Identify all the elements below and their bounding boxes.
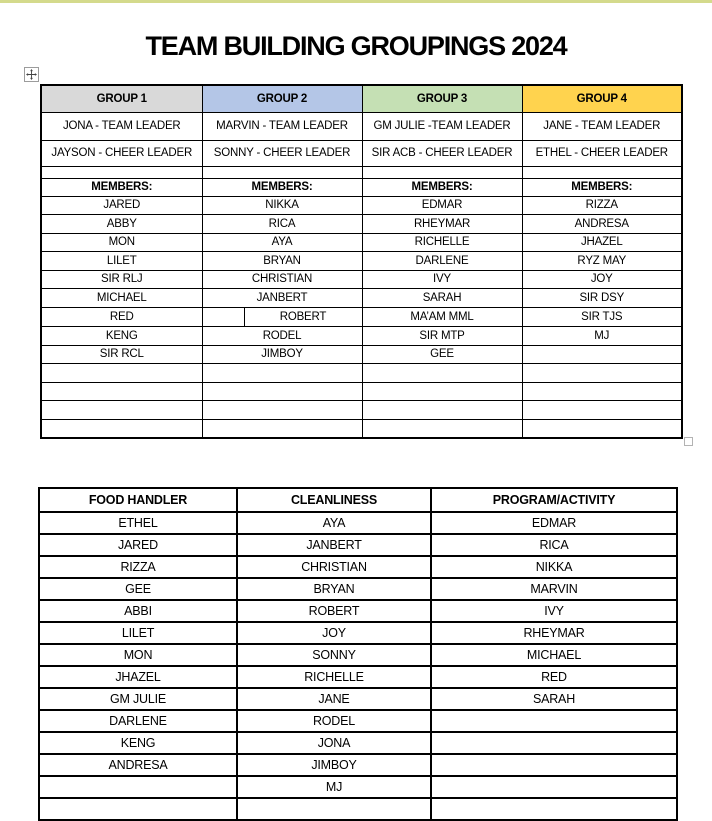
table-row	[39, 776, 677, 798]
member-cell[interactable]: JOY	[522, 270, 682, 289]
member-cell[interactable]: GEE	[362, 345, 522, 364]
members-label[interactable]: MEMBERS:	[362, 178, 522, 196]
blank-row	[41, 166, 682, 178]
committee-cell[interactable]: MARVIN	[431, 578, 677, 600]
member-cell[interactable]: EDMAR	[362, 196, 522, 215]
committee-cell[interactable]	[39, 798, 237, 820]
table-cell[interactable]	[202, 166, 362, 178]
members-label[interactable]: MEMBERS:	[522, 178, 682, 196]
committee-cell[interactable]: RIZZA	[39, 556, 237, 578]
member-cell[interactable]: IVY	[362, 270, 522, 289]
committee-cell[interactable]	[431, 776, 677, 798]
committee-cell[interactable]: JOY	[237, 622, 431, 644]
table-row	[39, 578, 677, 600]
members-label[interactable]: MEMBERS:	[202, 178, 362, 196]
table-row	[41, 233, 682, 252]
committee-cell[interactable]	[237, 798, 431, 820]
group-4-header[interactable]: GROUP 4	[522, 85, 682, 112]
committee-cell[interactable]: JIMBOY	[237, 754, 431, 776]
committee-cell[interactable]: ANDRESA	[39, 754, 237, 776]
committee-cell[interactable]	[431, 732, 677, 754]
member-cell[interactable]	[202, 364, 362, 383]
committee-cell[interactable]: DARLENE	[39, 710, 237, 732]
member-cell[interactable]	[202, 401, 362, 420]
committee-cell[interactable]: JANBERT	[237, 534, 431, 556]
cheer-leaders-row	[41, 140, 682, 166]
member-cell[interactable]	[362, 401, 522, 420]
member-cell[interactable]	[522, 419, 682, 438]
members-label-row	[41, 178, 682, 196]
member-cell-split[interactable]	[202, 307, 362, 327]
committee-cell[interactable]: MJ	[237, 776, 431, 798]
team-leader-cell[interactable]: JONA - TEAM LEADER	[41, 112, 202, 140]
cheer-leader-cell[interactable]: SONNY - CHEER LEADER	[202, 140, 362, 166]
member-cell[interactable]: ANDRESA	[522, 215, 682, 234]
table-row	[41, 289, 682, 308]
member-cell[interactable]: SARAH	[362, 289, 522, 308]
member-cell[interactable]: LILET	[41, 252, 202, 271]
member-cell[interactable]: MJ	[522, 327, 682, 346]
committee-cell[interactable]: GM JULIE	[39, 688, 237, 710]
member-cell[interactable]: KENG	[41, 327, 202, 346]
committee-cell[interactable]: GEE	[39, 578, 237, 600]
team-leader-cell[interactable]: MARVIN - TEAM LEADER	[202, 112, 362, 140]
member-cell[interactable]: SIR TJS	[522, 307, 682, 327]
table-row	[41, 196, 682, 215]
food-handler-header[interactable]: FOOD HANDLER	[39, 488, 237, 512]
committee-cell[interactable]: JANE	[237, 688, 431, 710]
groups-table	[40, 84, 683, 439]
split-empty-subcell[interactable]	[203, 308, 245, 327]
table-cell[interactable]	[522, 166, 682, 178]
committee-cell[interactable]: LILET	[39, 622, 237, 644]
committee-cell[interactable]: RODEL	[237, 710, 431, 732]
member-cell[interactable]	[202, 382, 362, 401]
table-row	[39, 732, 677, 754]
table-row	[39, 600, 677, 622]
committee-cell[interactable]: RICHELLE	[237, 666, 431, 688]
committee-cell[interactable]: KENG	[39, 732, 237, 754]
member-cell[interactable]: AYA	[202, 233, 362, 252]
table-row	[39, 798, 677, 820]
committee-cell[interactable]: SONNY	[237, 644, 431, 666]
member-cell[interactable]: RED	[41, 307, 202, 327]
table-row	[39, 688, 677, 710]
committee-cell[interactable]: RICA	[431, 534, 677, 556]
table-row	[39, 710, 677, 732]
member-cell[interactable]: MON	[41, 233, 202, 252]
table-row	[41, 252, 682, 271]
committee-cell[interactable]: RHEYMAR	[431, 622, 677, 644]
member-cell[interactable]: JANBERT	[202, 289, 362, 308]
member-cell[interactable]	[41, 382, 202, 401]
member-cell[interactable]	[202, 419, 362, 438]
committee-cell[interactable]: ROBERT	[237, 600, 431, 622]
member-cell[interactable]: JIMBOY	[202, 345, 362, 364]
member-cell[interactable]	[362, 419, 522, 438]
member-cell[interactable]: RHEYMAR	[362, 215, 522, 234]
member-cell[interactable]: JARED	[41, 196, 202, 215]
committee-cell[interactable]: MON	[39, 644, 237, 666]
program-activity-header[interactable]: PROGRAM/ACTIVITY	[431, 488, 677, 512]
member-cell[interactable]	[522, 345, 682, 364]
table-row	[39, 754, 677, 776]
member-cell[interactable]: MA’AM MML	[362, 307, 522, 327]
group-1-header[interactable]: GROUP 1	[41, 85, 202, 112]
table-resize-handle[interactable]	[684, 437, 693, 446]
member-cell[interactable]: SIR RCL	[41, 345, 202, 364]
members-label[interactable]: MEMBERS:	[41, 178, 202, 196]
committee-cell[interactable]: RED	[431, 666, 677, 688]
member-cell[interactable]: SIR MTP	[362, 327, 522, 346]
member-cell[interactable]: RIZZA	[522, 196, 682, 215]
member-cell[interactable]: SIR RLJ	[41, 270, 202, 289]
group-2-header[interactable]: GROUP 2	[202, 85, 362, 112]
table-row	[41, 419, 682, 438]
committees-table	[38, 487, 678, 821]
table-row	[39, 644, 677, 666]
member-cell[interactable]: ROBERT	[279, 310, 327, 323]
committee-cell[interactable]: JHAZEL	[39, 666, 237, 688]
member-cell[interactable]	[362, 382, 522, 401]
committee-cell[interactable]: AYA	[237, 512, 431, 534]
committee-cell[interactable]: IVY	[431, 600, 677, 622]
team-leader-cell[interactable]: GM JULIE -TEAM LEADER	[362, 112, 522, 140]
page-title: TEAM BUILDING GROUPINGS 2024	[145, 31, 567, 62]
member-cell[interactable]: DARLENE	[362, 252, 522, 271]
table-row	[39, 622, 677, 644]
committee-cell[interactable]: MICHAEL	[431, 644, 677, 666]
committee-cell[interactable]: CHRISTIAN	[237, 556, 431, 578]
table-row	[39, 534, 677, 556]
member-cell[interactable]: JHAZEL	[522, 233, 682, 252]
table-row	[41, 215, 682, 234]
table-row	[41, 382, 682, 401]
member-cell[interactable]	[522, 401, 682, 420]
table-row	[41, 327, 682, 346]
committee-cell[interactable]	[431, 754, 677, 776]
team-leader-cell[interactable]: JANE - TEAM LEADER	[522, 112, 682, 140]
member-cell[interactable]: NIKKA	[202, 196, 362, 215]
member-cell[interactable]	[41, 401, 202, 420]
table-row	[41, 401, 682, 420]
member-cell[interactable]: BRYAN	[202, 252, 362, 271]
committee-cell[interactable]: ETHEL	[39, 512, 237, 534]
page-top-highlight-strip	[0, 0, 712, 3]
team-leaders-row	[41, 112, 682, 140]
table-row	[41, 364, 682, 383]
table-row	[41, 307, 682, 327]
member-cell[interactable]: RICHELLE	[362, 233, 522, 252]
table-cell[interactable]	[362, 166, 522, 178]
committee-cell[interactable]: SARAH	[431, 688, 677, 710]
committee-cell[interactable]: JONA	[237, 732, 431, 754]
member-cell[interactable]: ABBY	[41, 215, 202, 234]
member-cell[interactable]: CHRISTIAN	[202, 270, 362, 289]
group-headers-row	[41, 85, 682, 112]
table-row	[41, 270, 682, 289]
table-row	[39, 512, 677, 534]
committee-headers-row	[39, 488, 677, 512]
member-cell[interactable]	[41, 364, 202, 383]
committee-cell[interactable]: EDMAR	[431, 512, 677, 534]
committee-cell[interactable]	[39, 776, 237, 798]
cleanliness-header[interactable]: CLEANLINESS	[237, 488, 431, 512]
cheer-leader-cell[interactable]: SIR ACB - CHEER LEADER	[362, 140, 522, 166]
member-cell[interactable]	[522, 382, 682, 401]
member-cell[interactable]	[362, 364, 522, 383]
committee-cell[interactable]: NIKKA	[431, 556, 677, 578]
member-cell[interactable]: RODEL	[202, 327, 362, 346]
member-cell[interactable]: SIR DSY	[522, 289, 682, 308]
cheer-leader-cell[interactable]: JAYSON - CHEER LEADER	[41, 140, 202, 166]
table-row	[39, 556, 677, 578]
committee-cell[interactable]	[431, 798, 677, 820]
member-cell[interactable]: RICA	[202, 215, 362, 234]
committee-cell[interactable]: BRYAN	[237, 578, 431, 600]
committee-cell[interactable]: JARED	[39, 534, 237, 556]
table-cell[interactable]	[41, 166, 202, 178]
table-row	[39, 666, 677, 688]
table-move-handle[interactable]	[24, 67, 39, 82]
table-row	[41, 345, 682, 364]
cheer-leader-cell[interactable]: ETHEL - CHEER LEADER	[522, 140, 682, 166]
member-cell[interactable]: RYZ MAY	[522, 252, 682, 271]
member-cell[interactable]	[522, 364, 682, 383]
committee-cell[interactable]	[431, 710, 677, 732]
member-cell[interactable]	[41, 419, 202, 438]
move-icon	[26, 69, 37, 80]
group-3-header[interactable]: GROUP 3	[362, 85, 522, 112]
committee-cell[interactable]: ABBI	[39, 600, 237, 622]
member-cell[interactable]: MICHAEL	[41, 289, 202, 308]
